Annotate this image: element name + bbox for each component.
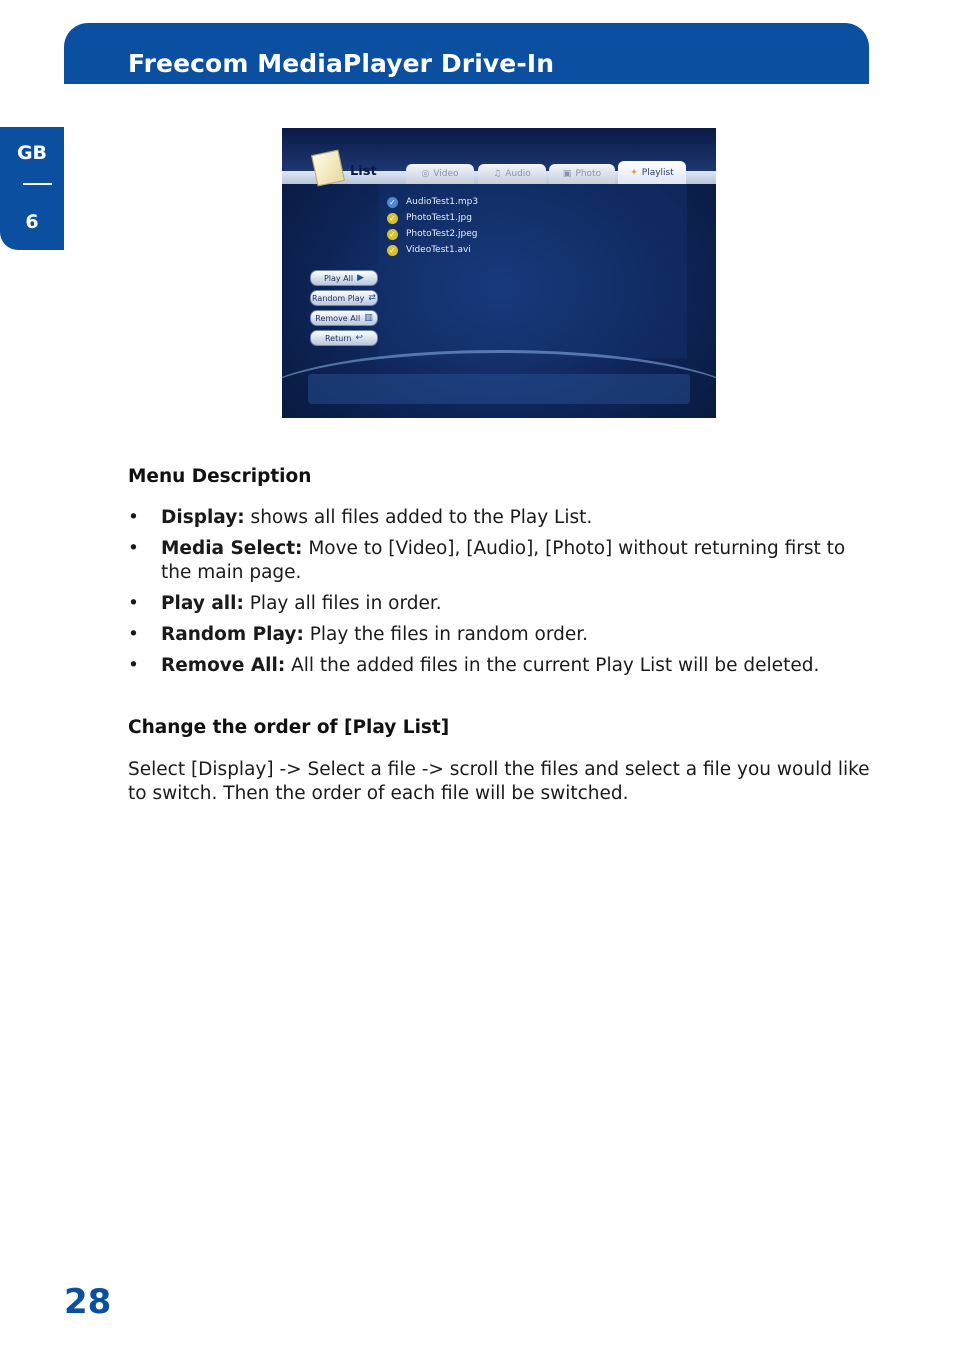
tab-photo[interactable] — [549, 164, 615, 184]
file-item[interactable] — [387, 227, 477, 241]
bullet: • — [128, 624, 139, 645]
side-tab — [0, 127, 64, 250]
file-item[interactable] — [387, 243, 471, 257]
return-arrow-icon: ↩ — [355, 333, 364, 343]
file-name: PhotoTest2.jpeg — [406, 229, 478, 239]
list-item — [128, 506, 873, 530]
disc-icon: ◎ — [421, 169, 430, 179]
bullet: • — [128, 507, 139, 528]
term: Play all: — [161, 593, 244, 614]
tab-label: Photo — [575, 169, 602, 179]
term: Display: — [161, 507, 245, 528]
check-icon: ✓ — [387, 229, 398, 240]
term: Random Play: — [161, 624, 304, 645]
file-name: AudioTest1.mp3 — [406, 197, 479, 207]
button-label: Return — [324, 333, 352, 343]
button-label: Play All — [323, 273, 354, 283]
random-play-button[interactable] — [310, 290, 378, 306]
check-icon: ✓ — [387, 213, 398, 224]
definition: Play the files in random order. — [303, 624, 589, 645]
page-number: 28 — [64, 1282, 112, 1322]
definition: Play all files in order. — [243, 593, 442, 614]
term: Remove All: — [161, 655, 286, 676]
chapter-number: 6 — [25, 211, 39, 233]
tab-playlist[interactable] — [618, 161, 686, 184]
tab-label: Playlist — [641, 167, 674, 178]
return-button[interactable] — [310, 330, 378, 346]
language-code: GB — [16, 142, 48, 164]
play-icon: ▶ — [357, 273, 365, 283]
definition: shows all files added to the Play List. — [244, 507, 593, 528]
file-item[interactable] — [387, 195, 478, 209]
list-item — [128, 654, 873, 678]
tab-label: Video — [433, 169, 459, 179]
change-order-heading: Change the order of [Play List] — [128, 717, 450, 738]
tab-label: Audio — [505, 169, 531, 179]
button-label: Random Play — [312, 293, 365, 303]
shuffle-icon: ⇄ — [368, 293, 376, 303]
change-order-text: Select [Display] -> Select a file -> scroll the files and select a file you would like to switch. Then the order of each file will be switched. — [128, 759, 870, 804]
playlist-icon: ✦ — [630, 167, 638, 178]
file-name: PhotoTest1.jpg — [406, 213, 472, 223]
bullet: • — [128, 538, 139, 559]
status-bar — [308, 374, 690, 404]
file-name: VideoTest1.avi — [406, 245, 471, 255]
definition: Move to [Video], [Audio], [Photo] without returning first to the main page. — [161, 538, 846, 583]
file-item[interactable] — [387, 211, 472, 225]
list-item — [128, 537, 873, 585]
menu-description-list — [128, 506, 873, 685]
bullet: • — [128, 655, 139, 676]
menu-description-heading: Menu Description — [128, 466, 312, 487]
remove-all-button[interactable] — [310, 310, 378, 326]
definition: All the added files in the current Play List will be deleted. — [285, 655, 820, 676]
camera-icon: ▣ — [562, 169, 572, 179]
list-item — [128, 592, 873, 616]
bullet: • — [128, 593, 139, 614]
play-all-button[interactable] — [310, 270, 378, 286]
term: Media Select: — [161, 538, 303, 559]
list-label: List — [350, 164, 377, 179]
header-title: Freecom MediaPlayer Drive-In — [128, 49, 555, 78]
playlist-screenshot — [282, 128, 716, 418]
button-label: Remove All — [315, 313, 361, 323]
music-note-icon: ♫ — [493, 169, 502, 179]
tab-audio[interactable] — [478, 164, 546, 184]
check-icon: ✓ — [387, 197, 398, 208]
check-icon: ✓ — [387, 245, 398, 256]
tab-video[interactable] — [406, 164, 474, 184]
side-tab-divider — [23, 183, 52, 185]
trash-icon: ▥ — [364, 313, 373, 323]
list-item — [128, 623, 873, 647]
